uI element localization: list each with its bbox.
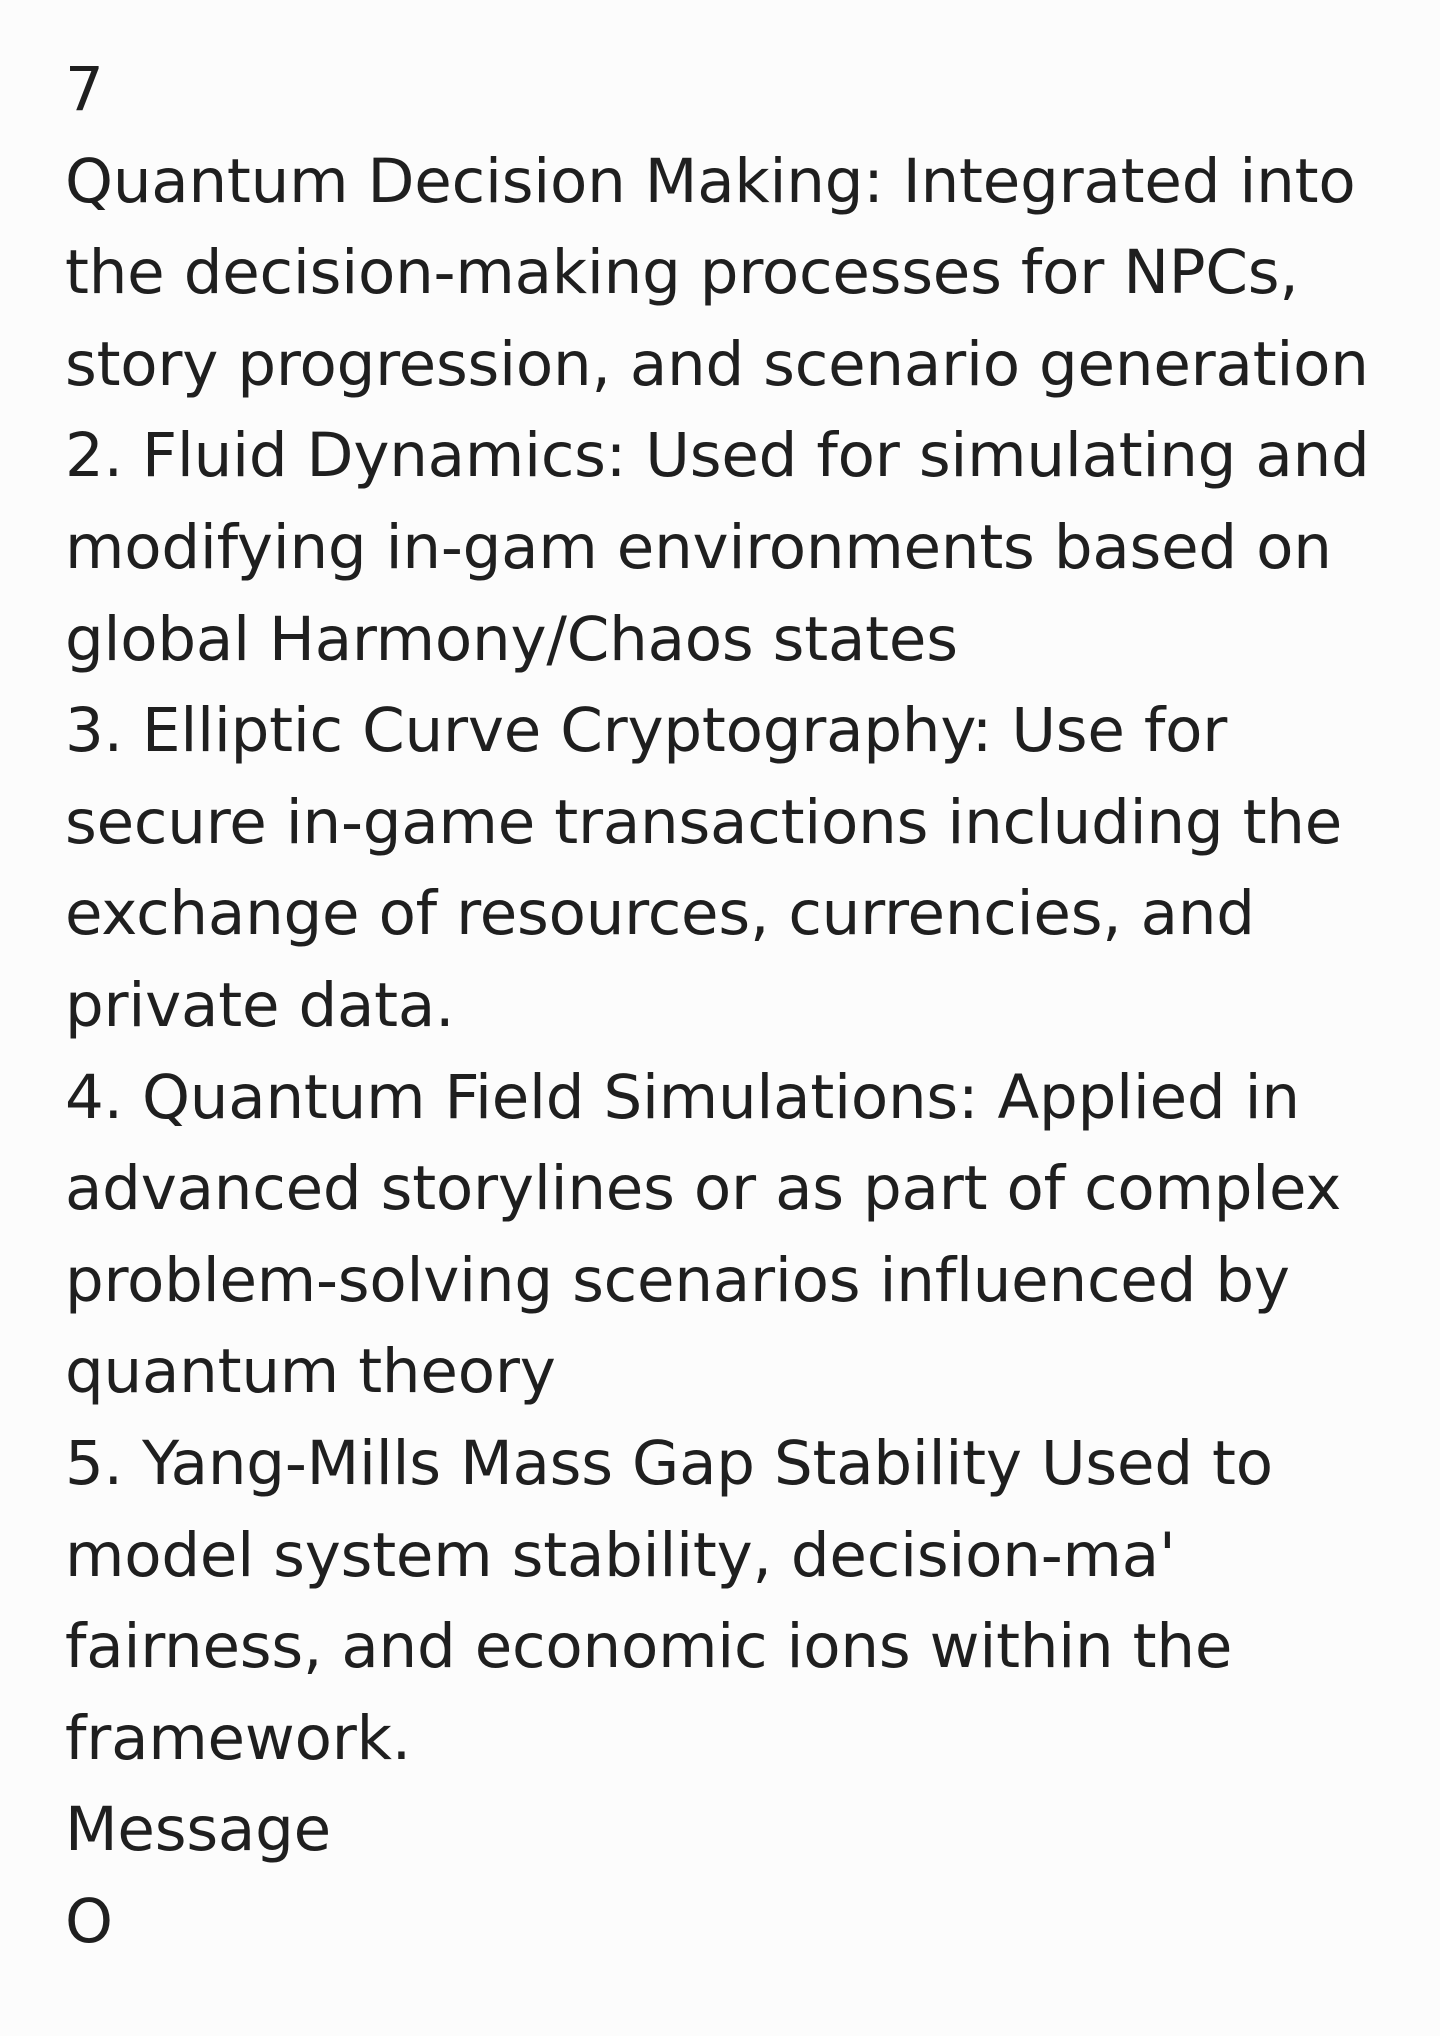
text-line-6: modifying in-gam environments based on bbox=[65, 511, 1332, 583]
text-line-20: Message bbox=[65, 1794, 331, 1866]
text-line-10: exchange of resources, currencies, and bbox=[65, 878, 1255, 950]
text-line-12: 4. Quantum Field Simulations: Applied in bbox=[65, 1061, 1300, 1133]
text-line-5: 2. Fluid Dynamics: Used for simulating and bbox=[65, 420, 1370, 492]
text-line-11: private data. bbox=[65, 969, 455, 1041]
text-line-7: global Harmony/Chaos states bbox=[65, 603, 958, 675]
text-line-14: problem-solving scenarios influenced by bbox=[65, 1244, 1290, 1316]
text-line-8: 3. Elliptic Curve Cryptography: Use for bbox=[65, 695, 1228, 767]
text-line-18: fairness, and economic ions within the bbox=[65, 1611, 1233, 1683]
text-line-2: Quantum Decision Making: Integrated into bbox=[65, 145, 1356, 217]
text-line-4: story progression, and scenario generation bbox=[65, 328, 1369, 400]
text-line-13: advanced storylines or as part of complex bbox=[65, 1153, 1342, 1225]
text-line-3: the decision-making processes for NPCs, bbox=[65, 237, 1299, 309]
text-line-21: O bbox=[65, 1885, 113, 1957]
text-line-19: framework. bbox=[65, 1702, 411, 1774]
text-line-1: 7 bbox=[65, 54, 104, 125]
text-line-9: secure in-game transactions including the bbox=[65, 786, 1343, 858]
text-line-16: 5. Yang-Mills Mass Gap Stability Used to bbox=[65, 1427, 1273, 1499]
ocr-text-block bbox=[65, 44, 1384, 1967]
text-line-15: quantum theory bbox=[65, 1336, 556, 1408]
text-line-17: model system stability, decision-ma' bbox=[65, 1519, 1176, 1591]
